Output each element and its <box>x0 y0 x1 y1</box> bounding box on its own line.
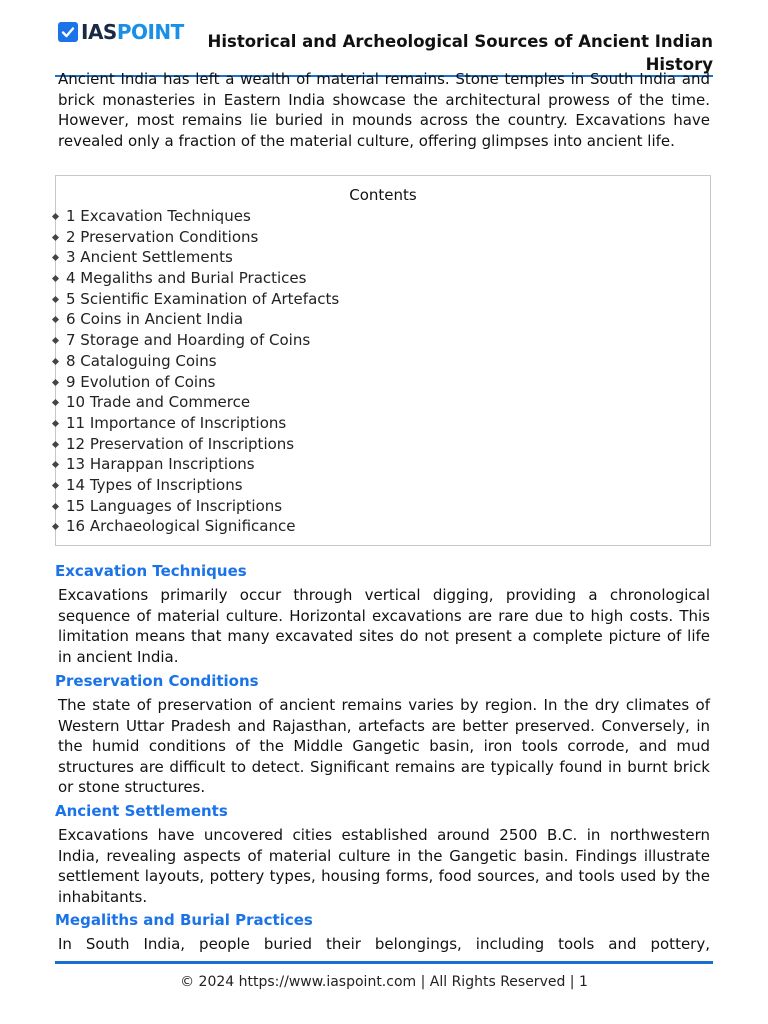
logo-text-ias: IAS <box>81 20 117 44</box>
logo-text-point: POINT <box>116 20 184 44</box>
toc-item[interactable] <box>56 247 339 268</box>
document-title: Historical and Archeological Sources of Ancient Indian History <box>207 32 713 74</box>
toc-link[interactable]: 11 Importance of Inscriptions <box>66 413 287 432</box>
toc-link[interactable]: 15 Languages of Inscriptions <box>66 496 283 515</box>
section-body: The state of preservation of ancient remains varies by region. In the dry climates of Western Uttar Pradesh and Rajasthan, artefacts are better preserved. Conversely, in the humid conditions of the Middle Gangetic basin, iron tools corrode, and mud structures are difficult to detect. Significant remains are typically found in burnt brick or stone structures. <box>58 696 710 797</box>
toc-link[interactable]: 16 Archaeological Significance <box>66 517 296 536</box>
section-megaliths-burial <box>55 910 711 955</box>
page-footer: © 2024 https://www.iaspoint.com | All Rights Reserved | 1 <box>180 974 588 990</box>
toc-link[interactable]: 5 Scientific Examination of Artefacts <box>66 289 340 308</box>
toc-link[interactable]: 9 Evolution of Coins <box>66 372 216 391</box>
toc-item[interactable] <box>56 227 339 248</box>
toc-list <box>56 206 339 537</box>
toc-link[interactable]: 10 Trade and Commerce <box>66 393 251 412</box>
section-heading: Preservation Conditions <box>55 672 259 690</box>
bullet-icon <box>52 399 59 406</box>
section-preservation-conditions <box>55 671 711 798</box>
bullet-icon <box>52 234 59 241</box>
toc-link[interactable]: 7 Storage and Hoarding of Coins <box>66 331 311 350</box>
check-icon <box>58 22 78 42</box>
intro-paragraph: Ancient India has left a wealth of material remains. Stone temples in South India and brick monasteries in Eastern India showcase the architectural prowess of the time. However, most remains lie buried in mounds across the country. Excavations have revealed only a fraction of the material culture, offering glimpses into ancient life. <box>58 70 710 150</box>
bullet-icon <box>52 254 59 261</box>
toc-item[interactable] <box>56 475 339 496</box>
toc-item[interactable] <box>56 351 339 372</box>
toc-link[interactable]: 1 Excavation Techniques <box>66 207 251 225</box>
section-body: Excavations primarily occur through vertical digging, providing a chronological sequence of material culture. Horizontal excavations are rare due to high costs. This limitation means that many excavated sites do not present a complete picture of life in ancient India. <box>58 586 710 666</box>
section-heading: Megaliths and Burial Practices <box>55 911 313 929</box>
toc-link[interactable]: 4 Megaliths and Burial Practices <box>66 269 307 288</box>
bullet-icon <box>52 275 59 282</box>
bullet-icon <box>52 461 59 468</box>
bullet-icon <box>52 316 59 323</box>
section-heading: Ancient Settlements <box>55 802 228 820</box>
table-of-contents <box>55 175 711 546</box>
footer-divider <box>55 961 713 964</box>
toc-title: Contents <box>349 186 417 204</box>
toc-link[interactable]: 8 Cataloguing Coins <box>66 351 217 370</box>
section-body: Excavations have uncovered cities established around 2500 B.C. in northwestern India, revealing aspects of material culture in the Gangetic basin. Findings illustrate settlement layouts, pottery types, housing forms, food sources, and tools used by the inhabitants. <box>58 826 710 906</box>
toc-link[interactable]: 14 Types of Inscriptions <box>66 475 243 494</box>
bullet-icon <box>52 523 59 530</box>
bullet-icon <box>52 420 59 427</box>
section-excavation-techniques <box>55 561 711 667</box>
bullet-icon <box>52 296 59 303</box>
toc-item[interactable] <box>56 413 339 434</box>
toc-item[interactable] <box>56 206 339 227</box>
toc-item[interactable] <box>56 309 339 330</box>
toc-item[interactable] <box>56 268 339 289</box>
toc-item[interactable] <box>56 372 339 393</box>
toc-item[interactable] <box>56 454 339 475</box>
bullet-icon <box>52 441 59 448</box>
toc-item[interactable] <box>56 496 339 517</box>
toc-link[interactable]: 3 Ancient Settlements <box>66 248 233 267</box>
toc-item[interactable] <box>56 330 339 351</box>
section-heading: Excavation Techniques <box>55 562 247 580</box>
section-body: In South India, people buried their belongings, including tools and pottery, <box>58 935 710 953</box>
bullet-icon <box>52 337 59 344</box>
toc-link[interactable]: 2 Preservation Conditions <box>66 227 259 246</box>
toc-link[interactable]: 12 Preservation of Inscriptions <box>66 434 295 453</box>
section-ancient-settlements <box>55 801 711 907</box>
bullet-icon <box>52 482 59 489</box>
toc-link[interactable]: 13 Harappan Inscriptions <box>66 455 255 474</box>
bullet-icon <box>52 358 59 365</box>
bullet-icon <box>52 213 59 220</box>
toc-item[interactable] <box>56 392 339 413</box>
bullet-icon <box>52 503 59 510</box>
toc-item[interactable] <box>56 434 339 455</box>
toc-item[interactable] <box>56 289 339 310</box>
bullet-icon <box>52 378 59 385</box>
toc-link[interactable]: 6 Coins in Ancient India <box>66 310 244 329</box>
toc-item[interactable] <box>56 516 339 537</box>
